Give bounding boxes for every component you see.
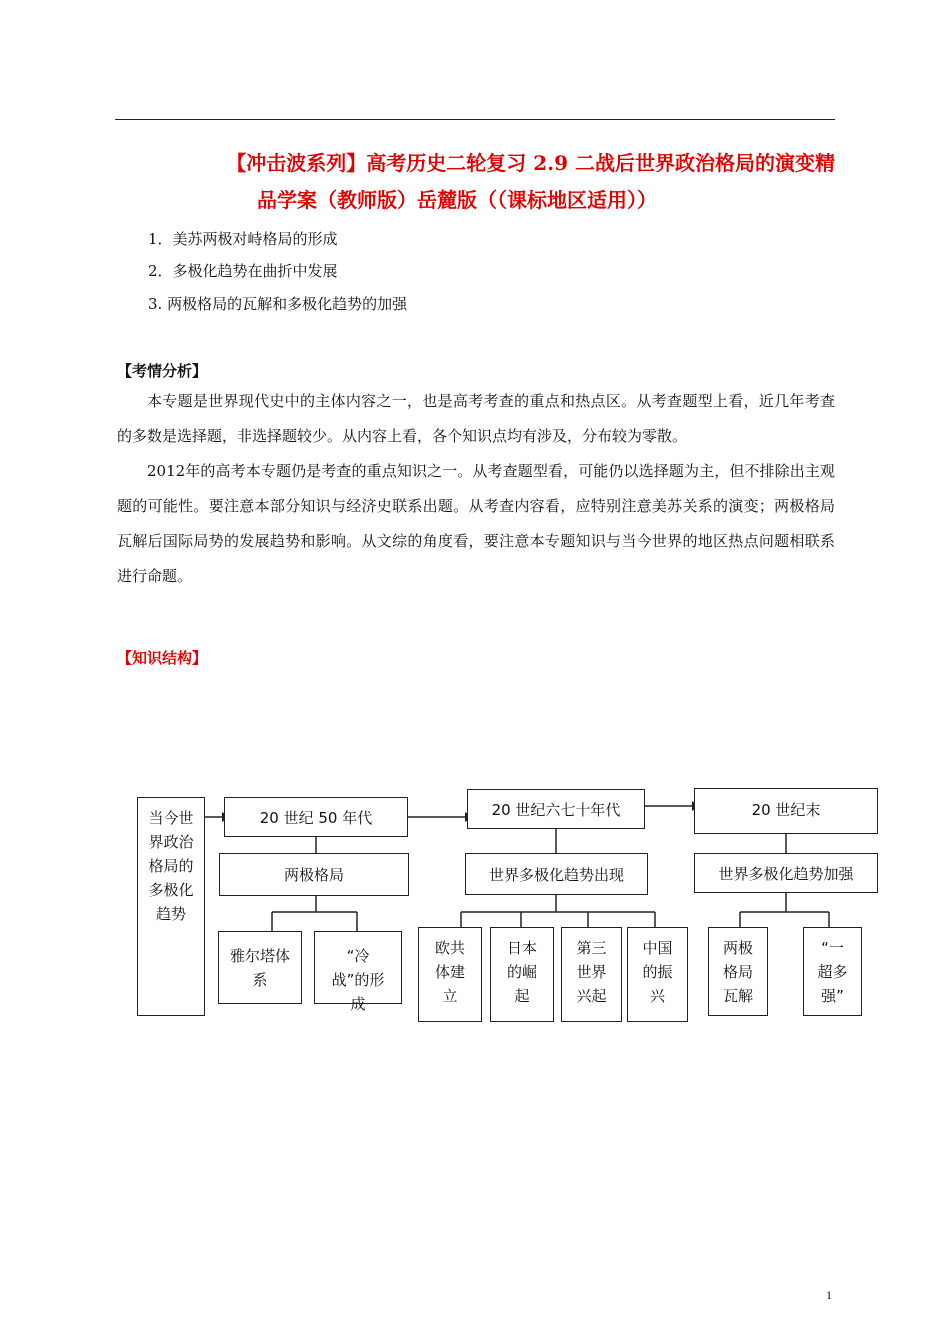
outline-item-2: 2．多极化趋势在曲折中发展 (148, 262, 338, 280)
document-title-line1: 【冲击波系列】高考历史二轮复习 2.9 二战后世界政治格局的演变精 (226, 151, 835, 175)
page-number: 1 (826, 1288, 832, 1302)
era-box-century-end: 20 世纪末 (694, 788, 878, 834)
leaf-box-japan-rise: 日本的崛起 (490, 927, 554, 1022)
stage-box-multipolar-strengthen: 世界多极化趋势加强 (694, 853, 878, 893)
outline-item-3: 3. 两极格局的瓦解和多极化趋势的加强 (148, 295, 408, 313)
structure-heading: 【知识结构】 (117, 649, 208, 667)
analysis-heading: 【考情分析】 (117, 362, 208, 380)
outline-item-1: 1．美苏两极对峙格局的形成 (148, 230, 338, 248)
document-title-line2: 品学案（教师版）岳麓版（（课标地区适用）） (257, 188, 657, 212)
leaf-box-third-world: 第三世界兴起 (561, 927, 622, 1022)
diagram-root-box: 当今世界政治格局的多极化趋势 (137, 797, 205, 1016)
analysis-paragraph-1: 本专题是世界现代史中的主体内容之一，也是高考考查的重点和热点区。从考查题型上看，近几年考查的多数是选择题，非选择题较少。从内容上看，各个知识点均有涉及，分布较为零散。 (117, 392, 835, 445)
era-box-1960s-70s: 20 世纪六七十年代 (467, 789, 645, 829)
analysis-paragraph-2: 2012年的高考本专题仍是考查的重点知识之一。从考查题型看，可能仍以选择题为主，但不排除出主观题的可能性。要注意本部分知识与经济史联系出题。从考查内容看，应特别注意美苏关系的演变；两极格局瓦解后国际局势的发展趋势和影响。从文综的角度看，要注意本专题知识与当今世界的地区热点问题相联系进行命题。 (117, 462, 835, 585)
leaf-box-european-community: 欧共体建立 (418, 927, 482, 1022)
stage-box-multipolar-emerge: 世界多极化趋势出现 (465, 853, 648, 895)
stage-box-bipolar: 两极格局 (219, 853, 409, 896)
leaf-box-yalta-system: 雅尔塔体系 (218, 931, 302, 1004)
leaf-box-one-superpower: “一超多强” (803, 927, 862, 1016)
leaf-box-bipolar-collapse: 两极格局瓦解 (708, 927, 768, 1016)
leaf-box-china-revival: 中国的振兴 (627, 927, 688, 1022)
era-box-1950s: 20 世纪 50 年代 (224, 797, 408, 837)
leaf-box-cold-war: “冷战”的形成 (314, 931, 402, 1004)
